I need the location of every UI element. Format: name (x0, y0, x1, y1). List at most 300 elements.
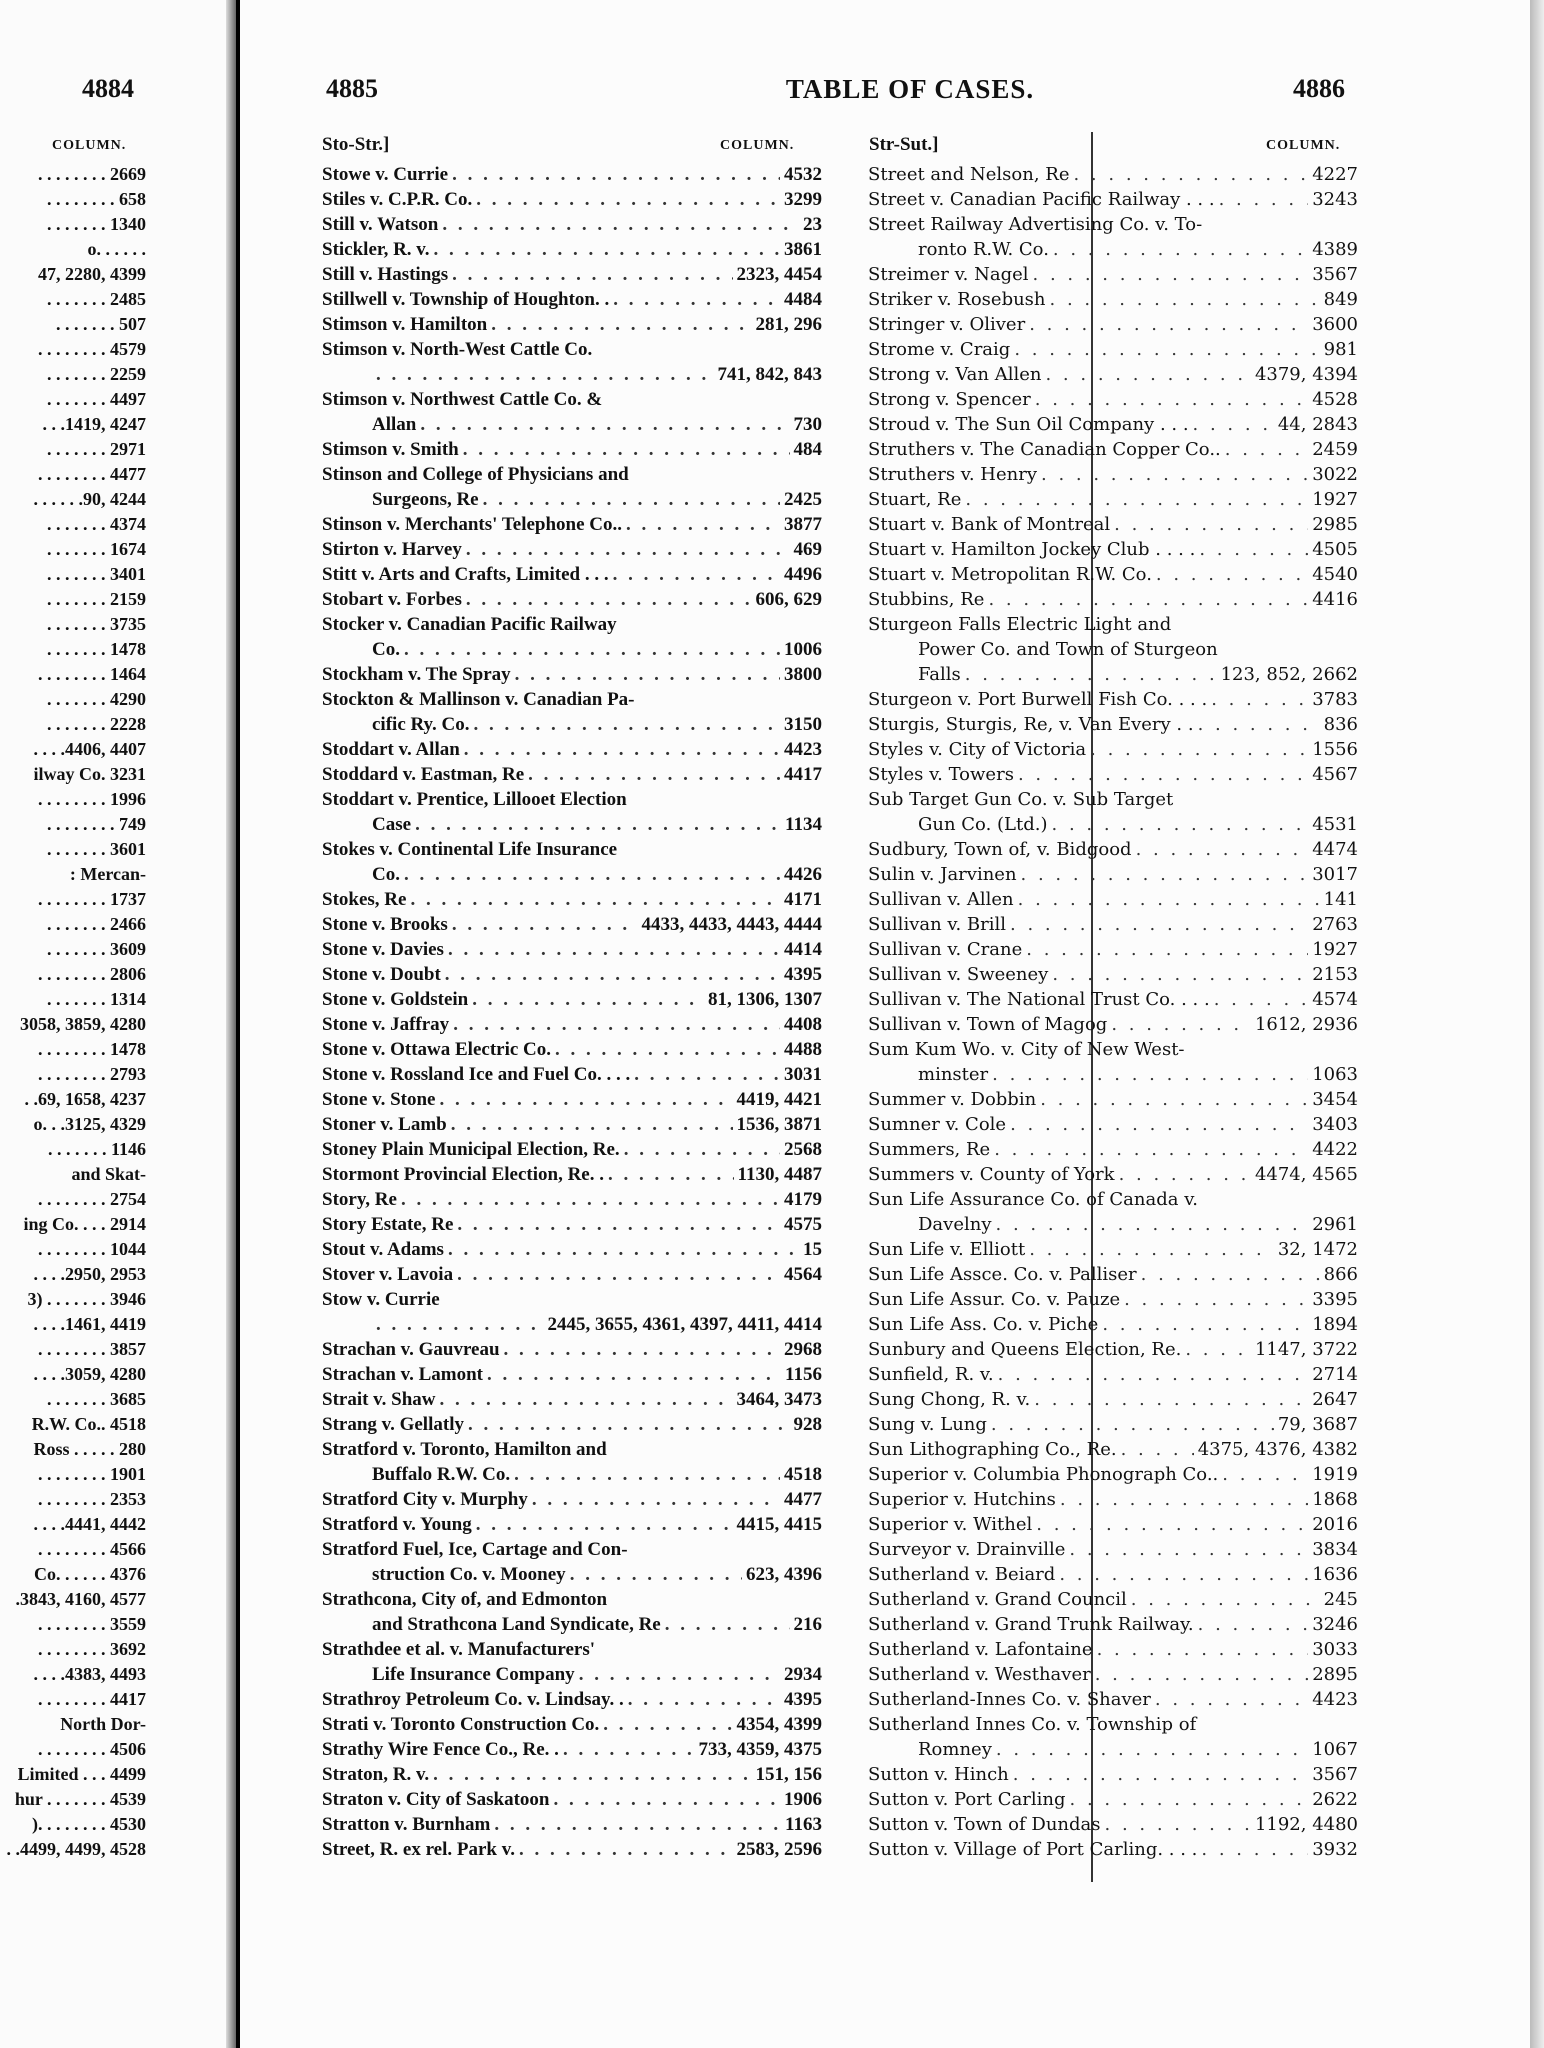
column-reference: 3834 (1312, 1539, 1358, 1560)
prev-page-text: o. . . . . . (87, 239, 146, 259)
case-name: Sunfield, R. v. (868, 1364, 994, 1385)
case-name: Stone v. Ottawa Electric Co. (322, 1039, 552, 1060)
case-name: Stuart v. Metropolitan R.W. Co. (868, 564, 1152, 585)
prev-page-line (0, 1687, 146, 1712)
leader-dots (491, 312, 751, 337)
case-entry (868, 1262, 1358, 1287)
case-name: Stimson v. Northwest Cattle Co. & (322, 389, 603, 410)
prev-page-text: . . . . . . . 2466 (47, 914, 146, 934)
case-entry (322, 937, 822, 962)
case-name: Gun Co. (Ltd.) (918, 814, 1048, 835)
case-entry (868, 312, 1358, 337)
column-reference: 3299 (784, 189, 822, 210)
leader-dots (1026, 937, 1308, 962)
case-entry (868, 462, 1358, 487)
column-reference: 4417 (784, 764, 822, 785)
leader-dots (1010, 912, 1308, 937)
prev-page-text: ilway Co. 3231 (33, 764, 146, 784)
column-reference: 730 (793, 414, 822, 435)
leader-dots (992, 1062, 1308, 1087)
column-reference: 2153 (1312, 964, 1358, 985)
prev-page-line (0, 712, 146, 737)
column-reference: 1894 (1312, 1314, 1358, 1335)
leader-dots (1119, 1162, 1251, 1187)
case-entry (322, 1262, 822, 1287)
case-entry (868, 537, 1358, 562)
prev-page-line (0, 1637, 146, 1662)
prev-page-line (0, 337, 146, 362)
column-reference: 4484 (784, 289, 822, 310)
case-entry (868, 1837, 1358, 1862)
case-name: Stokes, Re (322, 889, 407, 910)
case-entry (322, 612, 822, 637)
column-reference: 1927 (1312, 939, 1358, 960)
case-name: Romney (918, 1739, 992, 1760)
leader-dots (570, 1562, 742, 1587)
case-name: Sutherland v. Westhaver (868, 1664, 1091, 1685)
column-reference: 2934 (784, 1664, 822, 1685)
column-reference: 4574 (1312, 989, 1358, 1010)
column-reference: 623, 4396 (746, 1564, 822, 1585)
column-reference: 1556 (1312, 739, 1358, 760)
prev-page-line (0, 1712, 146, 1737)
prev-page-line (0, 162, 146, 187)
case-name: Stoner v. Lamb (322, 1114, 447, 1135)
leader-dots (1124, 1287, 1308, 1312)
case-name: Stobart v. Forbes (322, 589, 462, 610)
case-entry (322, 687, 822, 712)
case-name: Sullivan v. Town of Magog (868, 1014, 1108, 1035)
case-name: Sutton v. Village of Port Carling. . . . (868, 1839, 1198, 1860)
column-reference: 2445, 3655, 4361, 4397, 4411, 4414 (547, 1314, 822, 1335)
column-reference: 3861 (784, 239, 822, 260)
case-entry (322, 412, 822, 437)
case-entry (868, 962, 1358, 987)
leader-dots (1155, 1687, 1308, 1712)
case-entry (868, 1062, 1358, 1087)
case-name: Stormont Provincial Election, Re. . (322, 1164, 604, 1185)
case-name: Summers, Re (868, 1139, 991, 1160)
case-entry (868, 1737, 1358, 1762)
prev-page-text: . . . .4383, 4493 (33, 1664, 146, 1684)
case-entry (322, 1687, 822, 1712)
column-reference: 151, 156 (755, 1764, 822, 1785)
case-name: Summers v. County of York (868, 1164, 1115, 1185)
prev-page-line (0, 1662, 146, 1687)
leader-dots (476, 1512, 733, 1537)
case-entry (868, 1387, 1358, 1412)
column-reference: 4416 (1312, 589, 1358, 610)
leader-dots (1141, 1262, 1320, 1287)
column-reference: 4227 (1312, 164, 1358, 185)
case-entry (868, 1237, 1358, 1262)
case-entry (322, 462, 822, 487)
prev-page-line (0, 1812, 146, 1837)
case-name: Sumner v. Cole (868, 1114, 1007, 1135)
column-reference: 3783 (1312, 689, 1358, 710)
case-name: Stone v. Goldstein (322, 989, 469, 1010)
page-edge-shadow (226, 0, 236, 2048)
leader-dots (457, 1262, 780, 1287)
leader-dots (1090, 737, 1308, 762)
case-entry (868, 862, 1358, 887)
prev-page-text: . . . .1461, 4419 (33, 1314, 146, 1334)
prev-page-line (0, 637, 146, 662)
case-entry (868, 1012, 1358, 1037)
prev-page-text: Ross . . . . . 280 (33, 1439, 146, 1459)
prev-page-text: . . . . . . . . 2806 (38, 964, 146, 984)
prev-page-line (0, 212, 146, 237)
column-reference: 3017 (1312, 864, 1358, 885)
column-reference: 1868 (1312, 1489, 1358, 1510)
prev-page-text: . . . .2950, 2953 (33, 1264, 146, 1284)
case-entry (322, 312, 822, 337)
column-reference: 4419, 4421 (736, 1089, 822, 1110)
leader-dots (1095, 1662, 1308, 1687)
column-reference: 4395 (784, 1689, 822, 1710)
case-entry (322, 1487, 822, 1512)
case-name: Street Railway Advertising Co. v. To- (868, 214, 1203, 235)
leader-dots (1069, 1537, 1308, 1562)
case-entry (322, 237, 822, 262)
case-entry (868, 1537, 1358, 1562)
prev-page-text: . . . . . . . 507 (56, 314, 146, 334)
leader-dots (1060, 1487, 1308, 1512)
prev-page-line (0, 1112, 146, 1137)
case-entry (322, 162, 822, 187)
column-reference: 2323, 4454 (736, 264, 822, 285)
prev-page-line (0, 1537, 146, 1562)
column-reference: 866 (1323, 1264, 1358, 1285)
case-entry (322, 1062, 822, 1087)
case-entry (322, 512, 822, 537)
prev-page-line (0, 1762, 146, 1787)
case-entry (868, 1712, 1358, 1737)
case-name: Styles v. Towers (868, 764, 1014, 785)
prev-page-text: . . . . . . . 4497 (47, 389, 146, 409)
prev-page-text: . . . . . . . . 658 (47, 189, 146, 209)
case-entry (322, 1162, 822, 1187)
prev-page-text: . . . . . . . . 749 (47, 814, 146, 834)
case-name: Sudbury, Town of, v. Bidgood (868, 839, 1132, 860)
column-reference: 15 (803, 1239, 822, 1260)
leader-dots (1097, 1637, 1309, 1662)
column-reference: 1147, 3722 (1254, 1339, 1358, 1360)
case-entry (868, 1562, 1358, 1587)
case-entry (868, 212, 1358, 237)
column-reference: 2895 (1312, 1664, 1358, 1685)
column-reference: 4395 (784, 964, 822, 985)
column-reference: 2583, 2596 (736, 1839, 822, 1860)
case-entry (322, 1587, 822, 1612)
leader-dots (420, 412, 789, 437)
prev-page-text: . . . . . . . . 2353 (38, 1489, 146, 1509)
leader-dots (1193, 412, 1274, 437)
case-entry (868, 1187, 1358, 1212)
case-entry (322, 587, 822, 612)
prev-page-text: . . . . . . . 2228 (47, 714, 146, 734)
leader-dots (1036, 1512, 1308, 1537)
column-reference: 3567 (1312, 1764, 1358, 1785)
case-entry (868, 1337, 1358, 1362)
prev-page-text: . . . . . . . 3735 (47, 614, 146, 634)
column-reference: 79, 3687 (1277, 1414, 1358, 1435)
case-name: Superior v. Columbia Phonograph Co.. (868, 1464, 1219, 1485)
case-name: Sun Life v. Elliott (868, 1239, 1026, 1260)
case-entry (322, 537, 822, 562)
prev-page-text: . . . . . . . . 4566 (38, 1539, 146, 1559)
prev-page-line (0, 1062, 146, 1087)
right-page-number: 4886 (1293, 74, 1345, 103)
leader-dots (555, 1037, 780, 1062)
prev-page-text: . . . . . . . . 1478 (38, 1039, 146, 1059)
leader-dots (452, 912, 638, 937)
prev-page-text: . . . .4441, 4442 (33, 1514, 146, 1534)
column-reference: 3033 (1312, 1639, 1358, 1660)
leader-dots (1010, 1112, 1308, 1137)
column-reference: 1067 (1312, 1739, 1358, 1760)
leader-dots (1029, 312, 1308, 337)
case-entry (322, 1012, 822, 1037)
case-entry (322, 1112, 822, 1137)
leader-dots (991, 1412, 1274, 1437)
column-reference: 836 (1323, 714, 1358, 735)
case-name: Stoddart v. Prentice, Lillooet Election (322, 789, 627, 810)
column-reference: 4567 (1312, 764, 1358, 785)
leader-dots (401, 1187, 780, 1212)
case-entry (322, 1562, 822, 1587)
prev-page-text: . . . . . . . 1674 (47, 539, 146, 559)
case-entry (868, 912, 1358, 937)
prev-page-line (0, 1087, 146, 1112)
case-name: Summer v. Dobbin (868, 1089, 1037, 1110)
previous-page-column (0, 162, 146, 1862)
prev-page-line (0, 1012, 146, 1037)
column-reference: 4564 (784, 1264, 822, 1285)
column-reference: 3246 (1312, 1614, 1358, 1635)
prev-page-line (0, 787, 146, 812)
column-reference: 4426 (784, 864, 822, 885)
column-reference: 4375, 4376, 4382 (1197, 1439, 1358, 1460)
leader-dots (404, 637, 780, 662)
leader-dots (1225, 437, 1308, 462)
leader-dots (1102, 1312, 1308, 1337)
prev-page-line (0, 762, 146, 787)
column-reference: 1536, 3871 (736, 1114, 822, 1135)
case-entry (322, 1512, 822, 1537)
column-reference: 1130, 4487 (737, 1164, 822, 1185)
case-entry (322, 1237, 822, 1262)
column-reference: 2568 (784, 1139, 822, 1160)
case-name: Sutton v. Port Carling (868, 1789, 1066, 1810)
case-name: Struthers v. The Canadian Copper Co.. (868, 439, 1221, 460)
case-entry (322, 1812, 822, 1837)
prev-page-text: : Mercan- (69, 864, 146, 884)
column-reference: 1919 (1312, 1464, 1358, 1485)
leader-dots (665, 1612, 790, 1637)
case-entry (322, 337, 822, 362)
column-reference: 4575 (784, 1214, 822, 1235)
case-name: Sutherland-Innes Co. v. Shaver (868, 1689, 1151, 1710)
prev-page-line (0, 912, 146, 937)
case-name: Striker v. Rosebush (868, 289, 1046, 310)
prev-page-line (0, 1337, 146, 1362)
case-name: Stimson v. North-West Cattle Co. (322, 339, 593, 360)
column-reference: 4179 (784, 1189, 822, 1210)
leader-dots (994, 1137, 1308, 1162)
leader-dots (988, 587, 1308, 612)
leader-dots (487, 1362, 781, 1387)
prev-page-text: . . . . . . . . 4417 (38, 1689, 146, 1709)
prev-page-text: o. . .3125, 4329 (33, 1114, 146, 1134)
case-name: Sulin v. Jarvinen (868, 864, 1017, 885)
prev-page-text: . . . . . . . 4374 (47, 514, 146, 534)
leader-dots (1219, 187, 1309, 212)
case-entry (322, 1437, 822, 1462)
case-entry (868, 237, 1358, 262)
column-reference: 4433, 4433, 4443, 4444 (641, 914, 822, 935)
column-reference: 4423 (784, 739, 822, 760)
column-reference: 1156 (785, 1364, 822, 1385)
case-name: Stitt v. Arts and Crafts, Limited . . . (322, 564, 609, 585)
case-name: Stinson v. Merchants' Telephone Co.. (322, 514, 623, 535)
case-name: Stubbins, Re (868, 589, 985, 610)
column-reference: 4488 (784, 1039, 822, 1060)
prev-page-text: . . . . . . . 1340 (47, 214, 146, 234)
column-reference: 141 (1323, 889, 1358, 910)
prev-page-line (0, 487, 146, 512)
leader-dots (473, 712, 780, 737)
case-name: Sturgis, Sturgis, Re, v. Van Every . . (868, 714, 1194, 735)
leader-dots (1040, 1087, 1308, 1112)
case-name: Stimson v. Hamilton (322, 314, 488, 335)
leader-dots (1199, 537, 1308, 562)
prev-page-line (0, 862, 146, 887)
case-name: Straton v. City of Saskatoon (322, 1789, 550, 1810)
case-entry (322, 1187, 822, 1212)
case-name: Streimer v. Nagel (868, 264, 1029, 285)
case-name: Stuart v. Hamilton Jockey Club . . . . (868, 539, 1196, 560)
case-entry (322, 1337, 822, 1362)
previous-page (0, 0, 236, 2048)
case-name: Sun Life Assur. Co. v. Pauze (868, 1289, 1121, 1310)
case-entry (868, 1762, 1358, 1787)
prev-page-line (0, 537, 146, 562)
leader-dots (554, 1787, 781, 1812)
prev-page-line (0, 512, 146, 537)
case-name: Stratford City v. Murphy (322, 1489, 528, 1510)
case-entry (322, 1412, 822, 1437)
column-reference: 1006 (784, 639, 822, 660)
prev-page-text: . . . . . . . . 2669 (38, 164, 146, 184)
column-reference: 4505 (1312, 539, 1358, 560)
column-reference: 4474 (1312, 839, 1358, 860)
leader-dots (1070, 1787, 1309, 1812)
column-reference: 4474, 4565 (1254, 1164, 1358, 1185)
case-name: Street and Nelson, Re (868, 164, 1070, 185)
column-reference: 2714 (1312, 1364, 1358, 1385)
case-name: Superior v. Hutchins (868, 1489, 1056, 1510)
prev-page-line (0, 887, 146, 912)
case-name: Sun Life Assurance Co. of Canada v. (868, 1189, 1198, 1210)
prev-page-text: . . . . . . . . 4579 (38, 339, 146, 359)
left-column-label: COLUMN. (720, 138, 795, 153)
prev-page-line (0, 1612, 146, 1637)
prev-page-text: . . . . . . . 3609 (47, 939, 146, 959)
column-reference: 928 (793, 1414, 822, 1435)
case-name: Case (372, 814, 412, 835)
leader-dots (410, 887, 780, 912)
left-column-range: Sto-Str.] (322, 134, 390, 155)
leader-dots (1214, 987, 1308, 1012)
prev-page-line (0, 287, 146, 312)
leader-dots (532, 1487, 780, 1512)
case-name: Stratton v. Burnham (322, 1814, 491, 1835)
case-name: Stratford v. Young (322, 1514, 472, 1535)
case-name: Co. (372, 639, 400, 660)
column-reference: 2622 (1312, 1789, 1358, 1810)
case-name: Sutton v. Hinch (868, 1764, 1009, 1785)
column-reference: 4496 (784, 564, 822, 585)
leader-dots (1105, 1812, 1251, 1837)
leader-dots (1121, 1437, 1194, 1462)
leader-dots (451, 1112, 733, 1137)
case-entry (868, 1462, 1358, 1487)
leader-dots (1211, 687, 1308, 712)
column-reference: 4379, 4394 (1254, 364, 1358, 385)
leader-dots (579, 1662, 780, 1687)
case-name: Sun Lithographing Co., Re. (868, 1439, 1117, 1460)
column-reference: 469 (793, 539, 822, 560)
column-reference: 4540 (1312, 564, 1358, 585)
prev-page-line (0, 987, 146, 1012)
case-entry (868, 562, 1358, 587)
leader-dots (457, 1212, 780, 1237)
leader-dots (996, 1737, 1308, 1762)
case-entry (322, 487, 822, 512)
case-name: Life Insurance Company (372, 1664, 575, 1685)
column-reference: 849 (1323, 289, 1358, 310)
prev-page-line (0, 837, 146, 862)
leader-dots (634, 1062, 780, 1087)
case-entry (322, 562, 822, 587)
prev-page-text: . . . .4406, 4407 (33, 739, 146, 759)
leader-dots (1052, 812, 1309, 837)
leader-dots (1018, 762, 1308, 787)
leader-dots (448, 937, 780, 962)
leader-dots (1131, 1587, 1320, 1612)
case-entry (868, 187, 1358, 212)
prev-page-line (0, 1737, 146, 1762)
case-name: Strathroy Petroleum Co. v. Lindsay. . (322, 1689, 624, 1710)
case-entry (322, 437, 822, 462)
column-reference: 733, 4359, 4375 (698, 1739, 822, 1760)
column-reference: 3932 (1312, 1839, 1358, 1860)
leader-dots (1014, 337, 1319, 362)
prev-page-text: . . . . . .90, 4244 (33, 489, 146, 509)
prev-page-text: 3) . . . . . . . 3946 (27, 1289, 146, 1309)
case-entry (322, 712, 822, 737)
case-entry (868, 1587, 1358, 1612)
prev-page-line (0, 187, 146, 212)
case-entry (868, 1662, 1358, 1687)
prev-page-text: . . . . . . . . 1996 (38, 789, 146, 809)
case-entry (322, 287, 822, 312)
prev-page-line (0, 587, 146, 612)
case-entry (868, 387, 1358, 412)
prev-page-line (0, 1237, 146, 1262)
case-name: Sullivan v. Crane (868, 939, 1023, 960)
